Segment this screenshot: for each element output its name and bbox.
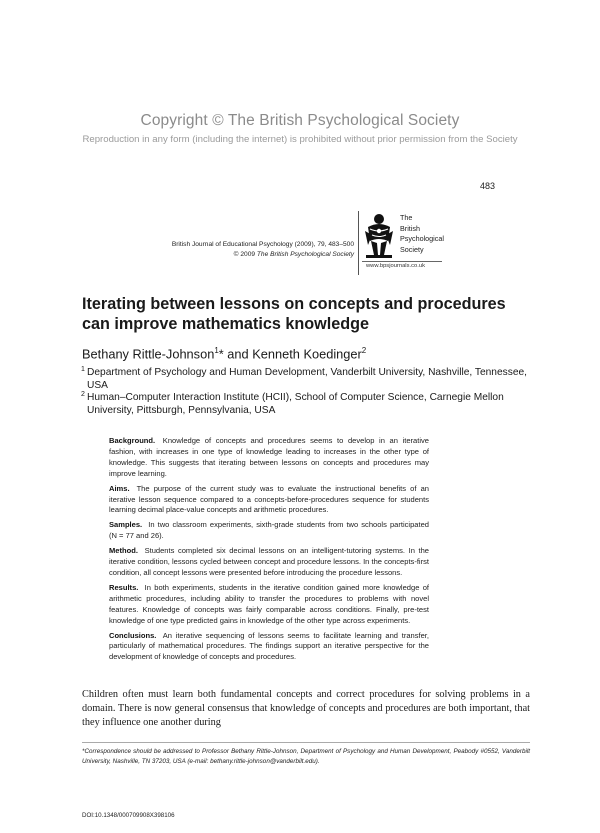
author-affiliation-marker: 2 [361, 346, 367, 355]
abstract-method: Method. Students completed six decimal lessons on an intelligent-tutoring systems. In the iterative condition, lessons cycled between concept and procedure lessons. In the concepts-first condition, all concept lessons were presented before introducing the procedure lessons. [109, 546, 430, 577]
footnote-divider [82, 742, 530, 743]
correspondence-footnote: *Correspondence should be addressed to Professor Bethany Rittle-Johnson, Department of Psychology and Human Development, Peabody #0552, Vanderbilt University, Nashville, TN 37203, USA (e-mail: bethany.rittle-johnson@vanderbilt.edu). [82, 748, 530, 765]
journal-copyright: © 2009 The British Psychological Society [233, 251, 354, 258]
journal-copyright-society: The British Psychological Society [256, 251, 354, 258]
doi: DOI:10.1348/000709908X398106 [82, 812, 175, 819]
journal-citation: British Journal of Educational Psychology (2009), 79, 483–500 [171, 241, 354, 248]
article-title: Iterating between lessons on concepts and procedures can improve mathematics knowledge [82, 295, 506, 333]
abstract-conclusions: Conclusions. An iterative sequencing of lessons seems to facilitate learning and transfer, particularly of mathematical procedures. The findings support an iterative perspective for the development of knowledge of concepts and procedures. [109, 630, 429, 662]
affiliation-2: 2 Human–Computer Interaction Institute (HCII), School of Computer Science, Carnegie Mellon University, Pittsburgh, Pennsylvania, USA [81, 391, 504, 417]
abstract-results: Results. In both experiments, students in the iterative condition gained more knowledge of arithmetic procedures, including ability to transfer the procedures to problems with novel features. Knowledge of concepts was fairly comparable across conditions. Finally, pre-test knowledge of one type predicted gains in knowledge of the other type across experiments. [109, 582, 429, 625]
society-name: The British Psychological Society [400, 213, 444, 254]
author-list [82, 346, 366, 361]
header-divider-vertical [358, 211, 359, 275]
abstract-samples: Samples. In two classroom experiments, sixth-grade students from two schools participated (N = 77 and 26). [109, 520, 429, 541]
reproduction-notice: Reproduction in any form (including the internet) is prohibited without prior permission from the Society [82, 134, 518, 145]
page-number: 483 [480, 181, 496, 191]
abstract-aims: Aims. The purpose of the current study was to evaluate the instructional benefits of an iterative lesson sequence compared to a concepts-before-procedures sequence for students learning decimal place-value concepts and arithmetic procedures. [109, 483, 429, 515]
author-connector: and [223, 346, 253, 362]
bps-logo-icon [362, 211, 396, 259]
corresponding-author-marker: * [218, 346, 224, 362]
body-paragraph: Children often must learn both fundamental concepts and correct procedures for solving problems in a domain. There is now general consensus that knowledge of concepts and procedures are both important, that they influence one another during [82, 689, 530, 728]
author-name: Bethany Rittle-Johnson [82, 346, 215, 362]
author-affiliation-marker: 1 [214, 346, 219, 355]
affiliation-1: 1 Department of Psychology and Human Development, Vanderbilt University, Nashville, Tennessee, USA [81, 366, 527, 392]
author-name: Kenneth Koedinger [252, 346, 362, 362]
journal-info [172, 240, 354, 260]
abstract-background: Background. Knowledge of concepts and procedures seems to develop in an iterative fashion, with increases in one type of knowledge leading to increases in the other type of knowledge. This suggests that iterating between lessons on concepts and procedures may improve learning. [109, 436, 429, 478]
journal-website: www.bpsjournals.co.uk [366, 263, 425, 269]
copyright-watermark: Copyright © The British Psychological Society [140, 112, 460, 129]
abstract [109, 436, 429, 667]
header-divider-horizontal [362, 261, 442, 262]
